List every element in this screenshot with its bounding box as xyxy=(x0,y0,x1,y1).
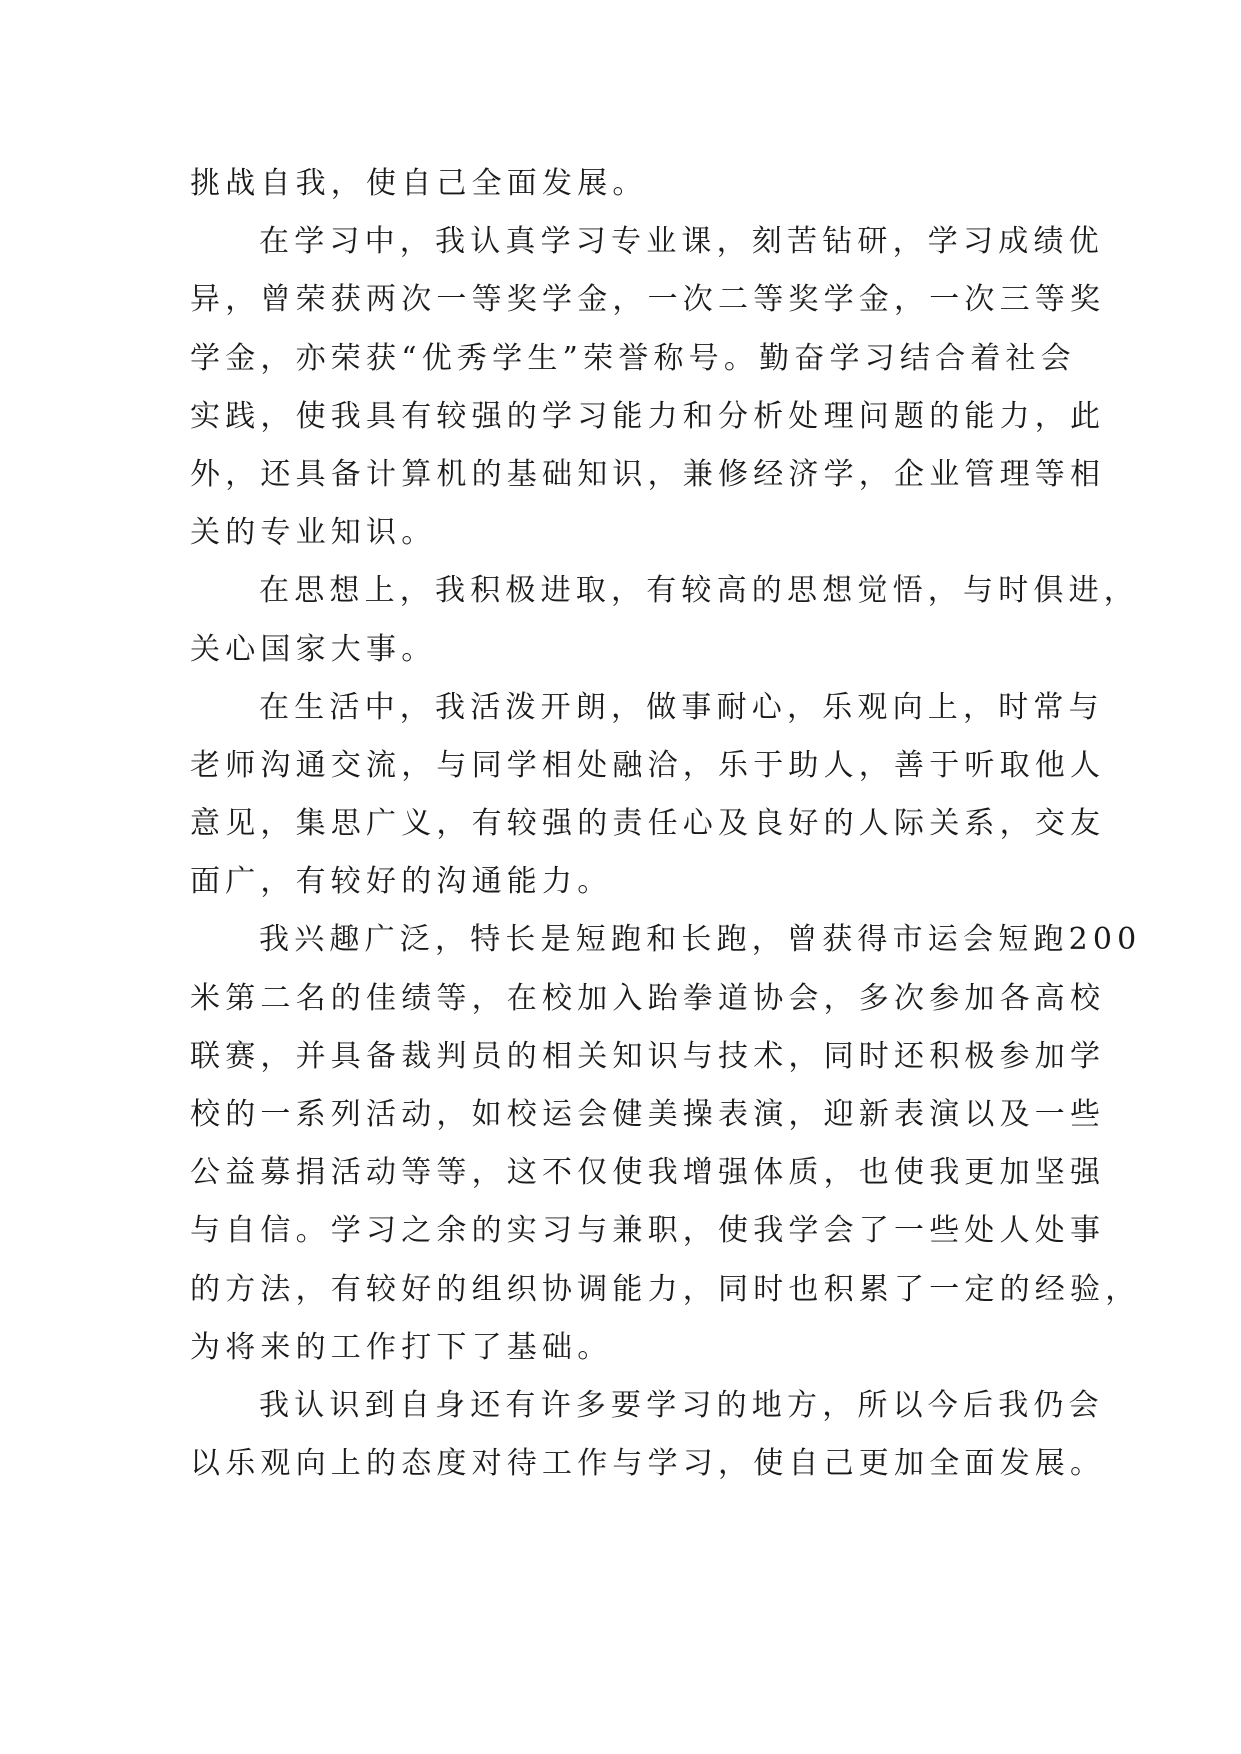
text-line: 面广，有较好的沟通能力。 xyxy=(190,864,613,900)
text-line: 实践，使我具有较强的学习能力和分析处理问题的能力，此 xyxy=(190,398,1106,434)
text-line: 米第二名的佳绩等，在校加入跆拳道协会，多次参加各高校 xyxy=(190,980,1106,1016)
text-line: 我认识到自身还有许多要学习的地方，所以今后我仍会 xyxy=(259,1387,1104,1423)
document-body xyxy=(190,155,1142,1493)
text-line: 我兴趣广泛，特长是短跑和长跑，曾获得市运会短跑200 xyxy=(259,922,1142,958)
text-line: 学金，亦荣获“优秀学生”荣誉称号。勤奋学习结合着社会 xyxy=(190,340,1076,376)
text-line: 老师沟通交流，与同学相处融洽，乐于助人，善于听取他人 xyxy=(190,747,1106,783)
text-line: 关心国家大事。 xyxy=(190,631,437,667)
text-line: 联赛，并具备裁判员的相关知识与技术，同时还积极参加学 xyxy=(190,1038,1106,1074)
text-line: 挑战自我，使自己全面发展。 xyxy=(190,166,648,201)
text-line: 与自信。学习之余的实习与兼职，使我学会了一些处人处事 xyxy=(190,1213,1106,1249)
text-line: 在学习中，我认真学习专业课，刻苦钻研，学习成绩优 xyxy=(259,224,1104,260)
text-line: 关的专业知识。 xyxy=(190,515,437,551)
text-line: 在思想上，我积极进取，有较高的思想觉悟，与时俱进， xyxy=(259,573,1139,609)
text-line: 异，曾荣获两次一等奖学金，一次二等奖学金，一次三等奖 xyxy=(190,282,1106,318)
text-line: 校的一系列活动，如校运会健美操表演，迎新表演以及一些 xyxy=(190,1097,1106,1132)
text-line: 公益募捐活动等等，这不仅使我增强体质，也使我更加坚强 xyxy=(190,1155,1106,1191)
text-line: 外，还具备计算机的基础知识，兼修经济学，企业管理等相 xyxy=(190,456,1106,492)
text-line: 为将来的工作打下了基础。 xyxy=(190,1329,613,1365)
text-line: 以乐观向上的态度对待工作与学习，使自己更加全面发展。 xyxy=(190,1446,1106,1482)
text-line: 意见，集思广义，有较强的责任心及良好的人际关系，交友 xyxy=(190,806,1106,842)
text-line: 的方法，有较好的组织协调能力，同时也积累了一定的经验， xyxy=(190,1271,1141,1307)
text-line: 在生活中，我活泼开朗，做事耐心，乐观向上，时常与 xyxy=(259,689,1104,725)
